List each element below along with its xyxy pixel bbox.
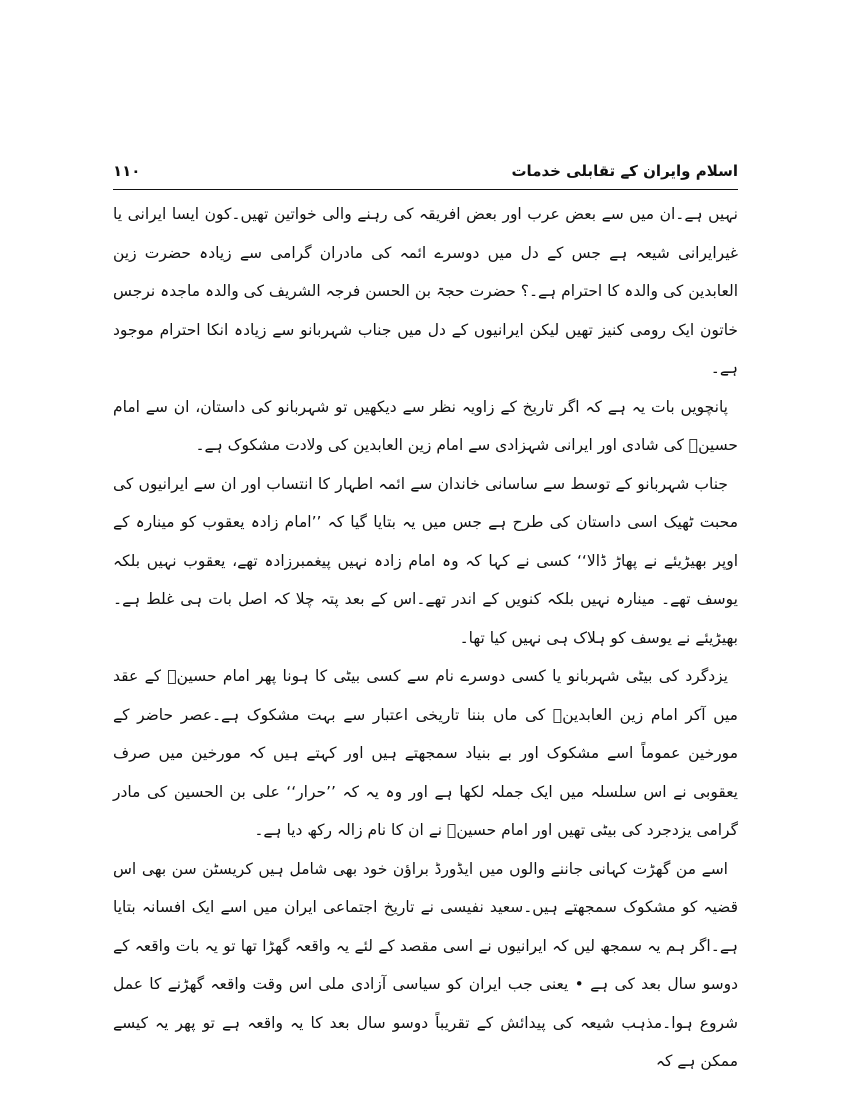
running-title: اسلام وایران کے تقابلی خدمات xyxy=(511,162,738,180)
paragraph-3: جناب شہربانو کے توسط سے ساسانی خاندان سے ائمہ اطہار کا انتساب اور ان سے ایرانیوں کی محبت ٹھیک اسی داستان کی طرح ہے جس میں یہ بتایا گیا کہ ’’امام زادہ یعقوب کو مینارہ کے اوپر بھیڑیئے نے پھاڑ ڈالا‘‘ کسی نے کہا کہ وہ امام زادہ نہیں پیغمبرزادہ تھے، یعقوب نہیں بلکہ یوسف تھے۔ مینارہ نہیں بلکہ کنویں کے اندر تھے۔اس کے بعد پتہ چلا کہ اصل بات ہی غلط ہے۔بھیڑیئے نے یوسف کو ہلاک ہی نہیں کیا تھا۔ xyxy=(113,474,738,647)
paragraph-5: اسے من گھڑت کہانی جاننے والوں میں ایڈورڈ براؤن خود بھی شامل ہیں کریسٹن سن بھی اس قضیہ کو مشکوک سمجھتے ہیں۔سعید نفیسی نے تاریخ اجتماعی ایران میں اسے ایک افسانہ بتایا ہے۔اگر ہم یہ سمجھ لیں کہ ایرانیوں نے اسی مقصد کے لئے یہ واقعہ گھڑا تھا تو یہ بات واقعہ کے دوسو سال بعد کی ہے • یعنی جب ایران کو سیاسی آزادی ملی اس وقت واقعہ گھڑنے کا عمل شروع ہوا۔مذہب شیعہ کی پیدائش کے تقریباً دوسو سال بعد کا یہ واقعہ ہے تو پھر یہ کیسے ممکن ہے کہ xyxy=(113,859,738,1070)
paragraph-1: نہیں ہے۔ان میں سے بعض عرب اور بعض افریقہ کی رہنے والی خواتین تھیں۔کون ایسا ایرانی یا غیرایرانی شیعہ ہے جس کے دل میں دوسرے ائمہ کی مادران گرامی سے زیادہ حضرت زین العابدین کی والدہ کا احترام ہے۔؟ حضرت حجۃ بن الحسن فرجہ الشریف کی والدہ ماجدہ نرجس خاتون ایک رومی کنیز تھیں لیکن ایرانیوں کے دل میں جناب شہربانو سے زیادہ انکا احترام موجود ہے۔ xyxy=(113,205,738,377)
paragraph-4: یزدگرد کی بیٹی شہربانو یا کسی دوسرے نام سے کسی بیٹی کا ہونا پھر امام حسینؑ کے عقد میں آکر امام زین العابدینؑ کی ماں بننا تاریخی اعتبار سے بہت مشکوک ہے۔عصر حاضر کے مورخین عموماً اسے مشکوک اور بے بنیاد سمجھتے ہیں اور کہتے ہیں کہ مورخین میں صرف یعقوبی نے اس سلسلہ میں ایک جملہ لکھا ہے اور وہ یہ کہ ’’حرار‘‘ علی بن الحسین کی مادر گرامی یزدجرد کی بیٹی تھیں اور امام حسینؑ نے ان کا نام زالہ رکھ دیا ہے۔ xyxy=(113,667,738,839)
body-text xyxy=(113,195,738,1081)
page-header xyxy=(113,160,738,190)
paragraph-2: پانچویں بات یہ ہے کہ اگر تاریخ کے زاویہ نظر سے دیکھیں تو شہربانو کی داستان، ان سے امام حسینؑ کی شادی اور ایرانی شہزادی سے امام زین العابدین کی ولادت مشکوک ہے۔ xyxy=(113,397,738,454)
header-divider xyxy=(113,189,738,190)
page-number: ۱۱۰ xyxy=(113,162,141,180)
